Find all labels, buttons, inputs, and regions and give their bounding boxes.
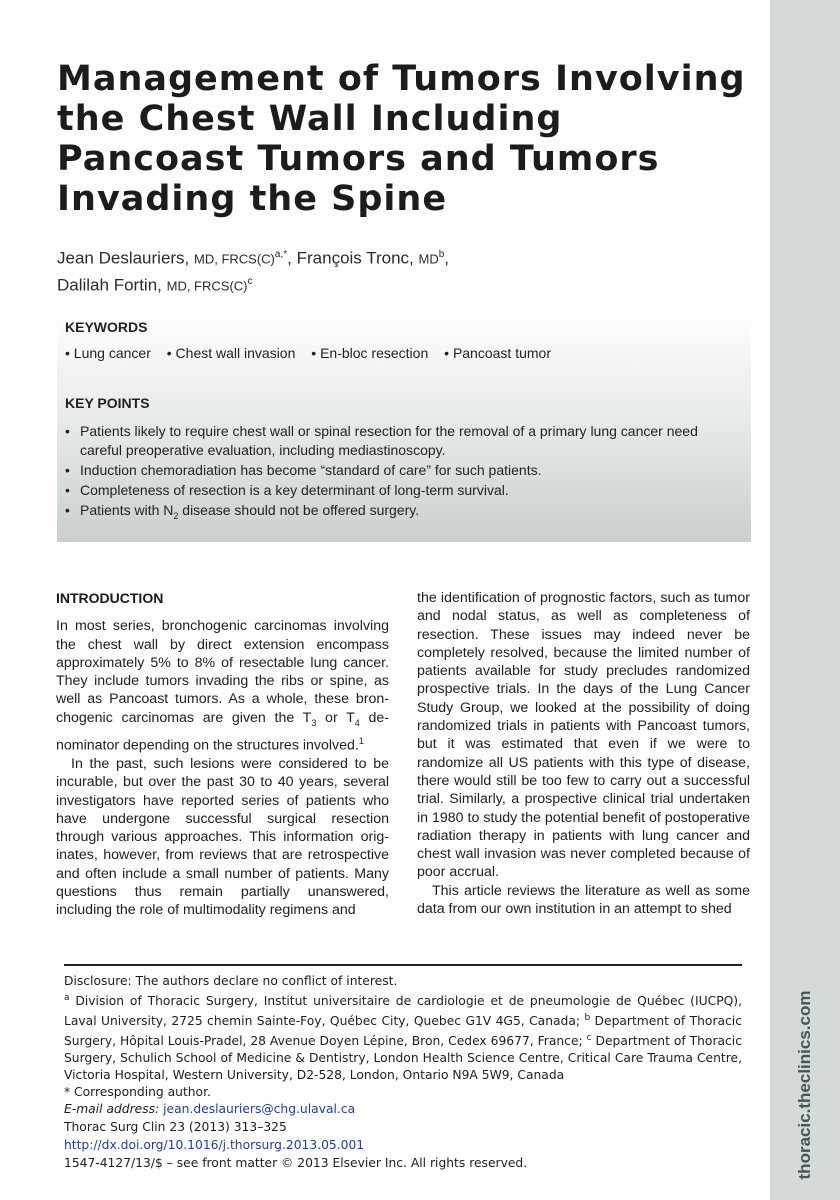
email-link[interactable]: jean.deslauriers@chg.ulaval.ca (163, 1102, 356, 1117)
affiliations: $^a$ Division of Thoracic Surgery, Institut universitaire de cardiologie et de pneumologie de Québec (IUCPQ), Laval University, 2725 chemin Sainte-Foy, Québec City, Quebec G1V 4G5, Canada; $^b$ Department of Thoracic Surgery, Hôpital Louis-Pradel, 28 Avenue Doyen Lépine, Bron, Cedex 69677, France; $^c$ Department of Thoracic Surgery, Schulich School of Medicine & Dentistry, London Health Science Centre, Critical Care Trauma Centre, Victoria Hospital, Western University, D2-528, London, Ontario N9A 5W9, Canada (64, 993, 742, 1083)
keywords-heading: KEYWORDS (65, 319, 148, 335)
keywords-keypoints-box (57, 306, 751, 542)
keyword-item: • Lung cancer (65, 345, 151, 361)
key-points-heading: KEY POINTS (65, 395, 150, 411)
keywords-list (65, 345, 563, 361)
citation: Thorac Surg Clin 23 (2013) 313–325 (64, 1120, 287, 1134)
key-point-item: • Completeness of resection is a key determinant of long-term survival. (65, 481, 737, 500)
author-list (57, 244, 737, 297)
body-column-right (417, 589, 750, 918)
key-point-item: • Patients likely to require chest wall or spinal resection for the removal of a primary lung cancer need careful preoperative evaluation, including mediastinoscopy. (65, 422, 737, 460)
author-degree: MD, FRCS(C) (166, 278, 248, 294)
body-paragraph: In the past, such lesions were considered to be incurable, but over the past 30 to 40 years, several investigators have reported series of patients who have undergone successful surgical resection through various approaches. This information originates, however, from reviews that are retrospective and often include a small number of patients. Many questions thus remain partially unanswered, including the role of multimodality regimens and (56, 755, 389, 919)
disclosure-note: Disclosure: The authors declare no conflict of interest. (64, 974, 398, 988)
copyright: 1547-4127/13/$ – see front matter © 2013 Elsevier Inc. All rights reserved. (64, 1156, 528, 1170)
key-points-list (65, 422, 737, 527)
body-paragraph: the identification of prognostic factors, such as tumor and nodal status, as well as completeness of resection. These issues may indeed never be completely resolved, because the limited number of patients available for study precludes randomized prospective trials. In the days of the Lung Cancer Study Group, we looked at the possibility of doing randomized trials in patients with Pancoast tumors, but it was estimated that even if we were to randomize all US patients with this type of disease, there would still be too few to carry out a successful trial. Similarly, a prospective clinical trial undertaken in 1980 to study the potential benefit of postoperative radiation therapy in patients with lung cancer and chest wall invasion was never completed because of poor accrual. (417, 590, 750, 881)
section-heading-introduction: INTRODUCTION (56, 590, 164, 606)
corresponding-author-note: * Corresponding author. (64, 1085, 211, 1100)
article-title: Management of Tumors Involving the Chest Wall Including Pancoast Tumors and Tumors Invading the Spine (57, 59, 746, 219)
body-paragraph: This article reviews the literature as well as some data from our own institution in an attempt to shed (417, 882, 750, 918)
author-affiliation-mark: b (438, 249, 445, 260)
keyword-item: • En-bloc resection (311, 345, 429, 361)
keyword-item: • Chest wall invasion (166, 345, 296, 361)
author-name: Jean Deslauriers, (57, 248, 190, 268)
doi-link[interactable]: http://dx.doi.org/10.1016/j.thorsurg.2013.05.001 (64, 1138, 365, 1152)
keyword-item: • Pancoast tumor (444, 345, 551, 361)
author-affiliation-mark: c (247, 275, 253, 287)
author-separator: , (444, 248, 450, 268)
key-point-item: • Induction chemoradiation has become “standard of care” for such patients. (65, 461, 737, 480)
email-line: E-mail address: jean.deslauriers@chg.ulaval.ca (64, 1102, 356, 1117)
author-degree: MD (418, 251, 439, 267)
author-degree: MD, FRCS(C) (194, 251, 275, 267)
journal-url: thoracic.theclinics.com (795, 990, 814, 1180)
footnotes (64, 973, 742, 1118)
reference-mark: 1 (358, 735, 364, 746)
key-point-item: • Patients with $N_2$ disease should not be offered surgery. (65, 501, 737, 526)
author-name: Dalilah Fortin, (57, 275, 162, 295)
author-separator: , (287, 248, 292, 268)
author-name: François Tronc, (296, 248, 414, 268)
body-paragraph: In most series, bronchogenic carcinomas involving the chest wall by direct extension encompass approximately 5% to 8% of resectable lung cancer. They include tumors invading the ribs or spine, as well as Pancoast tumors. As a whole, these bronchogenic carcinomas are given the $T_3$ or $T_4$ denominator depending on the structures involved.$^1$ (56, 618, 389, 754)
footnote-divider (64, 964, 742, 966)
publication-info (64, 1118, 742, 1172)
author-affiliation-mark: a,* (274, 249, 288, 260)
body-column-left (56, 589, 389, 920)
